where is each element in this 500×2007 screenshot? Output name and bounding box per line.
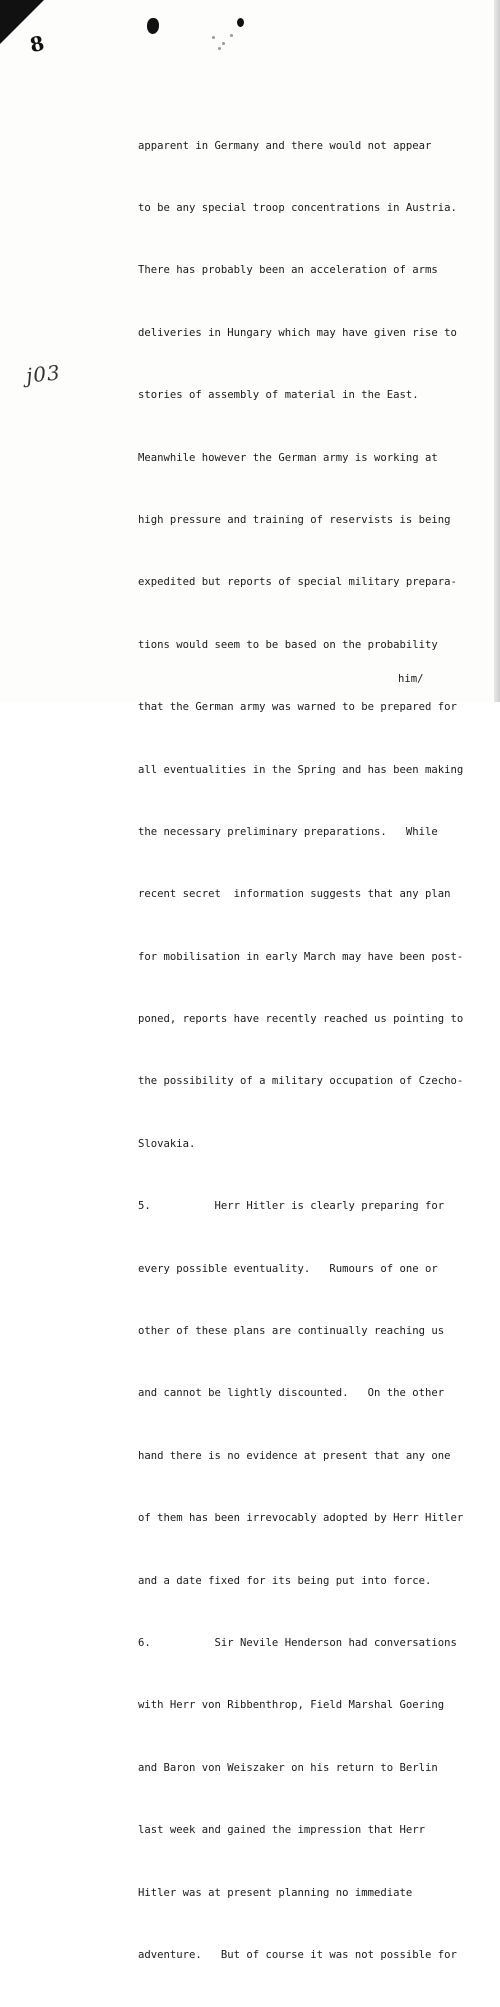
ink-dot bbox=[237, 18, 244, 27]
body-line: and a date fixed for its being put into force. bbox=[138, 1574, 432, 1587]
body-line: high pressure and training of reservists is being bbox=[138, 513, 451, 526]
catchword: him/ bbox=[398, 673, 424, 685]
body-line: to be any special troop concentrations in Austria. bbox=[138, 201, 457, 214]
body-line: and cannot be lightly discounted. On the other bbox=[138, 1387, 445, 1400]
body-line: the possibility of a military occupation of Czecho- bbox=[138, 1075, 464, 1088]
document-body bbox=[138, 94, 478, 2007]
ink-speck bbox=[230, 34, 233, 37]
body-line: deliveries in Hungary which may have given rise to bbox=[138, 326, 457, 339]
body-line: There has probably been an acceleration of arms bbox=[138, 264, 438, 277]
body-line: poned, reports have recently reached us pointing to bbox=[138, 1013, 464, 1026]
body-line: 6. Sir Nevile Henderson had conversations bbox=[138, 1636, 457, 1649]
page-edge-shadow bbox=[494, 0, 500, 702]
body-line: adventure. But of course it was not possible for bbox=[138, 1948, 457, 1961]
body-line: last week and gained the impression that Herr bbox=[138, 1824, 426, 1837]
body-line: every possible eventuality. Rumours of one or bbox=[138, 1262, 438, 1275]
body-line: Slovakia. bbox=[138, 1137, 196, 1150]
body-line: expedited but reports of special military prepara- bbox=[138, 576, 457, 589]
body-line: for mobilisation in early March may have been post- bbox=[138, 950, 464, 963]
body-line: tions would seem to be based on the probability bbox=[138, 638, 438, 651]
body-line: stories of assembly of material in the East. bbox=[138, 389, 419, 402]
body-line: Meanwhile however the German army is working at bbox=[138, 451, 438, 464]
body-line: other of these plans are continually reaching us bbox=[138, 1325, 445, 1338]
page-number: 8 bbox=[27, 30, 47, 58]
body-line: and Baron von Weiszaker on his return to Berlin bbox=[138, 1761, 438, 1774]
body-line: all eventualities in the Spring and has been making bbox=[138, 763, 464, 776]
body-line: apparent in Germany and there would not appear bbox=[138, 139, 432, 152]
margin-annotation: j03 bbox=[24, 360, 62, 388]
ink-speck bbox=[212, 36, 215, 39]
ink-speck bbox=[222, 42, 225, 45]
body-line: Hitler was at present planning no immediate bbox=[138, 1886, 413, 1899]
body-line: recent secret information suggests that any plan bbox=[138, 888, 451, 901]
body-line: 5. Herr Hitler is clearly preparing for bbox=[138, 1200, 445, 1213]
ink-blot bbox=[147, 18, 159, 34]
body-line: that the German army was warned to be prepared for bbox=[138, 701, 457, 714]
body-line: the necessary preliminary preparations. While bbox=[138, 825, 438, 838]
body-line: hand there is no evidence at present that any one bbox=[138, 1449, 451, 1462]
ink-speck bbox=[218, 47, 221, 50]
body-line: with Herr von Ribbenthrop, Field Marshal Goering bbox=[138, 1699, 445, 1712]
body-line: of them has been irrevocably adopted by Herr Hitler bbox=[138, 1512, 464, 1525]
